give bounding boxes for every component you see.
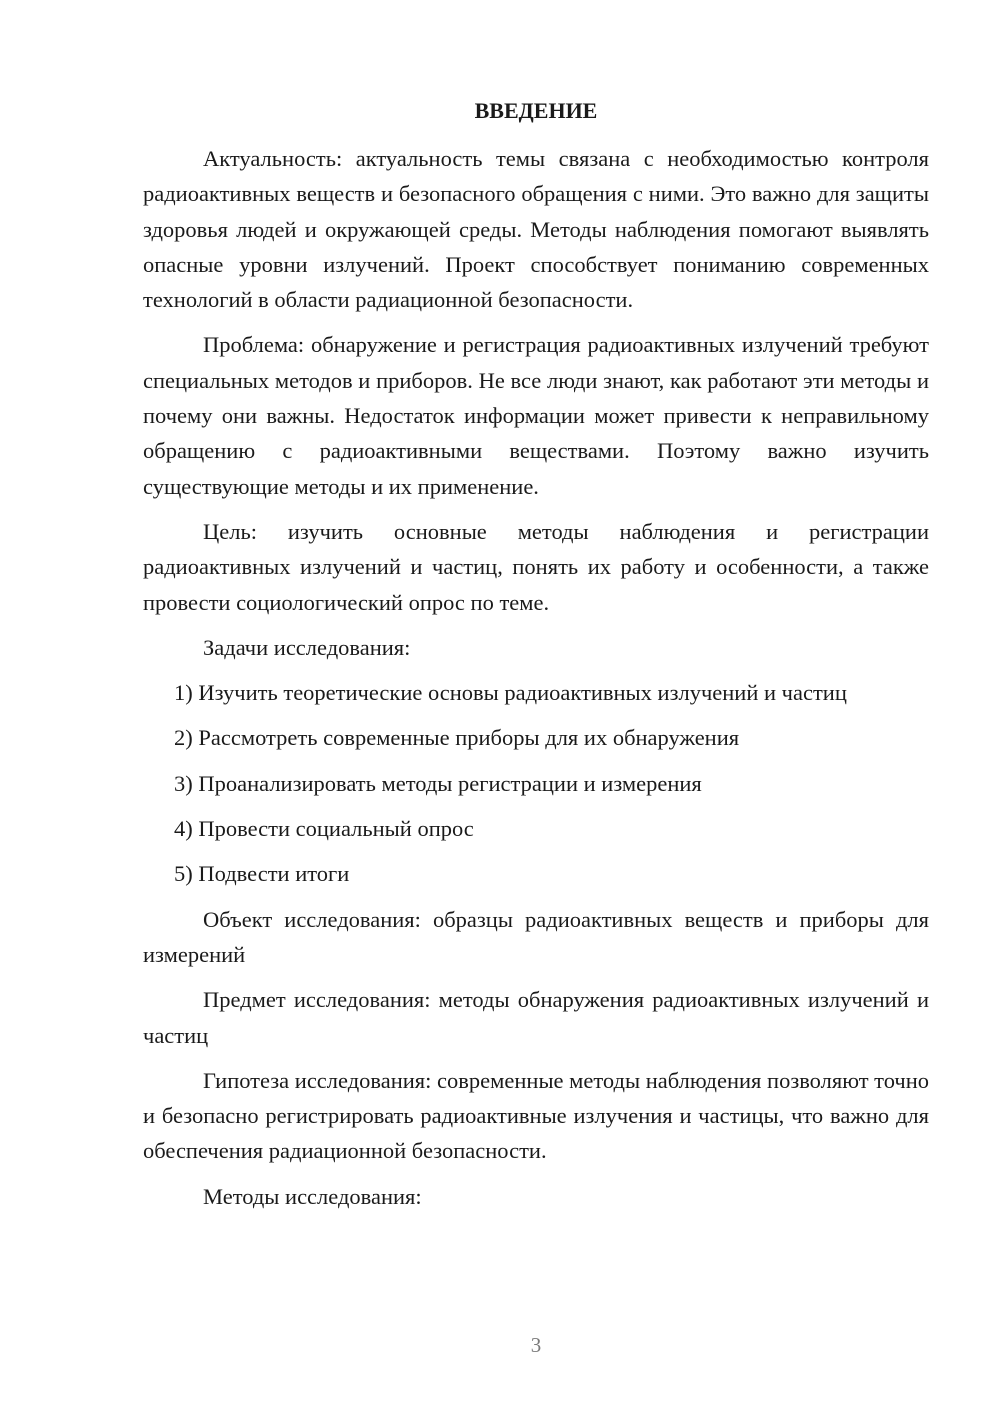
subject-paragraph: Предмет исследования: методы обнаружения радиоактивных излучений и частиц	[143, 987, 929, 1048]
page-number: 3	[530, 1333, 542, 1357]
list-item: 5) Подвести итоги	[174, 861, 350, 887]
page-title: ВВЕДЕНИЕ	[474, 98, 598, 123]
list-item: 1) Изучить теоретические основы радиоактивных излучений и частиц	[174, 680, 847, 706]
list-item: 4) Провести социальный опрос	[174, 816, 474, 842]
hypothesis-paragraph: Гипотеза исследования: современные методы наблюдения позволяют точно и безопасно регистрировать радиоактивные излучения и частицы, что важно для обеспечения радиационной безопасности.	[143, 1067, 929, 1164]
object-paragraph: Объект исследования: образцы радиоактивных веществ и приборы для измерений	[143, 906, 929, 967]
methods-heading: Методы исследования:	[203, 1183, 422, 1209]
relevance-paragraph: Актуальность: актуальность темы связана с необходимостью контроля радиоактивных веществ и безопасного обращения с ними. Это важно для защиты здоровья людей и окружающей среды. Методы наблюдения помогают выявлять опасные уровни излучений. Проект способствует пониманию современных технологий в области радиационной безопасности.	[143, 146, 929, 313]
list-item: 3) Проанализировать методы регистрации и измерения	[174, 770, 702, 796]
goal-paragraph: Цель: изучить основные методы наблюдения и регистрации радиоактивных излучений и частиц, понять их работу и особенности, а также провести социологический опрос по теме.	[143, 518, 929, 615]
tasks-heading: Задачи исследования:	[203, 634, 411, 660]
problem-paragraph: Проблема: обнаружение и регистрация радиоактивных излучений требуют специальных методов и приборов. Не все люди знают, как работают эти методы и почему они важны. Недостаток информации может привести к неправильному обращению с радиоактивными веществами. Поэтому важно изучить существующие методы и их применение.	[143, 332, 929, 499]
tasks-list	[143, 675, 929, 891]
document-page	[143, 93, 929, 1224]
list-item: 2) Рассмотреть современные приборы для их обнаружения	[174, 725, 740, 751]
